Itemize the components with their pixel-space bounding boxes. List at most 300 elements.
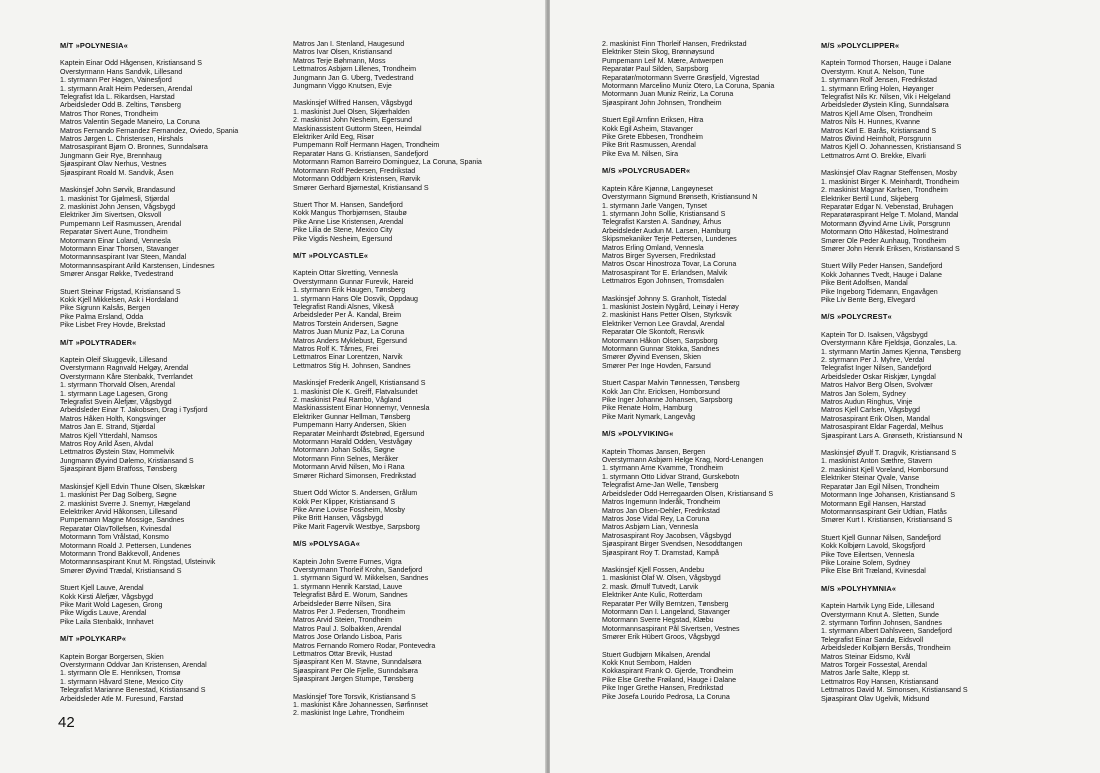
crew-entry: Matros Thor Rones, Trondheim [60,109,159,118]
crew-entry: 1. styrmann Sigurd W. Mikkelsen, Sandnes [293,574,429,583]
crew-entry: 2. maskinist Kjell Voreland, Homborsund [821,465,949,474]
crew-entry: Elektriker Stein Skog, Brønnøysund [602,48,715,57]
crew-entry: Matros Ingemunn Inderåk, Trondheim [602,498,721,507]
crew-group [821,449,1067,525]
crew-entry: Maskinassistent Guttorm Steen, Heimdal [293,124,422,133]
crew-group [602,116,848,158]
crew-entry: Pike Liv Bente Berg, Elvegard [821,295,916,304]
crew-entry: Pike Wigdis Lauve, Arendal [60,609,147,618]
crew-group [60,483,306,575]
crew-entry: Matros Juan Muniz Paz, La Coruna [293,328,405,337]
crew-entry: Lettmatros Einar Lorentzen, Narvik [293,353,403,362]
crew-entry: Telegrafist Bård E. Worum, Sandnes [293,591,408,600]
crew-entry: Overstyrmann Sigmund Brønseth, Kristiansund N [602,193,758,202]
crew-entry: Stuert Thor M. Hansen, Sandefjord [293,200,403,209]
ship-section [821,313,1067,440]
crew-entry: Sjøaspirant Jørgen Stumpe, Tønsberg [293,675,414,684]
crew-entry: Maskinsjef John Sørvik, Brandasund [60,186,176,195]
crew-entry: Pike Lilia de Stene, Mexico City [293,226,393,235]
crew-entry: Motormann Johan Solås, Søgne [293,446,395,455]
crew-entry: Elektriker Vernon Lee Gravdal, Arendal [602,319,725,328]
crew-entry: Jungmann Jan G. Uberg, Tvedestrand [293,73,414,82]
crew-entry: Overstyrmann Asbjørn Helge Krag, Nord-Lenangen [602,456,764,465]
crew-entry: Matros Kjell O. Johannessen, Kristiansand S [821,143,962,152]
crew-entry: Matros Erling Omland, Vennesla [602,243,704,252]
crew-entry: Overstyrmann Gunnar Furevik, Hareid [293,277,414,286]
crew-group [293,379,539,480]
crew-group [60,186,306,278]
crew-entry: Matros Øivind Heimholt, Porsgrunn [821,135,932,144]
crew-entry: Motormann Roald J. Pettersen, Lundenes [60,541,192,550]
crew-entry: 1. styrmann Håvard Stene, Mexico City [60,677,184,686]
crew-entry: 1. styrmann Henrik Karstad, Lauve [293,582,403,591]
crew-entry: Pike Marit Nymark, Langevåg [602,412,696,421]
crew-entry: Kaptein John Sverre Furnes, Vigra [293,557,402,566]
crew-entry: Arbeidsleder Audun M. Larsen, Hamburg [602,226,731,235]
crew-entry: Kokk Mangus Thorbjørnsen, Staubø [293,209,407,218]
crew-entry: Pike Anne Lovise Fossheim, Mosby [293,505,405,514]
crew-entry: Maskinsjef Tore Torsvik, Kristiansand S [293,692,416,701]
crew-entry: Lettmatros Arnt O. Brekke, Elvarli [821,151,926,160]
crew-entry: Kokkaspirant Frank O. Gjerde, Trondheim [602,667,734,676]
crew-entry: Matrosaspirant Roy Jacobsen, Vågsbygd [602,531,732,540]
crew-group [821,169,1067,253]
crew-entry: 1. styrmann Ole E. Henriksen, Tromsø [60,669,181,678]
crew-entry: Matrosaspirant Bjørn O. Bronnes, Sunndalsøra [60,143,208,152]
crew-entry: Arbeidsleder Odd B. Zeltins, Tønsberg [60,101,181,110]
crew-entry: 2. maskinist Finn Thorleif Hansen, Fredrikstad [602,40,747,48]
crew-entry: Pike Brit Rasmussen, Arendal [602,141,696,150]
crew-entry: Maskinsjef Kjell Edvin Thune Olsen, Skælskør [60,482,205,491]
crew-entry: Pumpemann Rolf Hermann Hagen, Trondheim [293,141,440,150]
crew-entry: Motormann Juan Muniz Reiriz, La Coruna [602,90,734,99]
crew-entry: Matros Fernando Romero Rodar, Pontevedra [293,641,436,650]
crew-entry: Kokk Kirsti Ålefjær, Vågsbygd [60,592,154,601]
crew-entry: Telegrafist Inger Nilsen, Sandefjord [821,364,932,373]
crew-entry: Lettmatros Asbjørn Lillenes, Trondheim [293,65,417,74]
crew-entry: Elektriker Steinar Qvale, Vanse [821,474,920,483]
crew-entry: Reparatør OlavTollefsen, Kvinesdal [60,524,172,533]
crew-entry: Pike Loraine Solem, Sydney [821,558,911,567]
crew-entry: Motormann Rolf Pedersen, Fredrikstad [293,166,416,175]
crew-entry: 1. maskinist Anton Sæthre, Stavern [821,457,933,466]
crew-entry: Matros Jan Solem, Sydney [821,389,906,398]
crew-entry: Kokk Knut Sembom, Halden [602,659,692,667]
crew-entry: Arbeidsleder Børre Nilsen, Sira [293,599,391,608]
crew-entry: Matros Fernando Fernandez Fernandez, Oviedo, Spania [60,126,239,135]
crew-entry: Elektriker Bertil Lund, Skjeberg [821,194,919,203]
crew-entry: Elektriker Arild Eeg, Risør [293,133,374,142]
crew-entry: Lettmatros Stig H. Johnsen, Sandnes [293,361,411,370]
crew-entry: Smører Erik Hübert Groos, Vågsbygd [602,633,720,642]
crew-entry: Motormann Einar Loland, Vennesla [60,236,171,245]
crew-entry: 1. styrmann Jarle Vangen, Tynset [602,201,708,210]
crew-entry: Reparatøraspirant Helge T. Moland, Mandal [821,211,959,220]
crew-entry: Matros Steinar Eidsmo, Kvål [821,652,911,661]
crew-entry: 1. styrmann Erik Haugen, Tønsberg [293,286,406,295]
crew-entry: Sjøaspirant Lars A. Grønseth, Kristiansund N [821,431,963,440]
crew-entry: Matros Birger Syversen, Fredrikstad [602,251,716,260]
crew-entry: 2. mask. Ørnulf Tutvedt, Larvik [602,582,699,591]
crew-entry: Kokk Egil Asheim, Stavanger [602,124,694,133]
crew-entry: Pumpemann Magne Mossige, Sandnes [60,516,185,525]
crew-group [821,534,1067,576]
crew-entry: Pike Berit Adolfsen, Mandal [821,279,908,288]
crew-entry: 1. maskinist Kåre Johannessen, Sørfinnset [293,701,428,710]
crew-entry: Matros Karl E. Barås, Kristiansand S [821,126,937,135]
crew-entry: Pike Lisbet Frey Hovde, Brekstad [60,321,166,330]
crew-entry: Pike Anne Lise Kristensen, Arendal [293,217,404,226]
crew-entry: Pike Tove Eilertsen, Vennesla [821,550,915,559]
crew-group [60,288,306,330]
crew-entry: Reparatør Edgar N. Vebenstad, Bruhagen [821,202,954,211]
crew-entry: Pike Ingeborg Tidemann, Engavågen [821,287,938,296]
crew-entry: Kaptein Tormod Thorsen, Hauge i Dalane [821,59,952,68]
column-2 [293,40,539,727]
crew-entry: Motormann Marcelino Muniz Otero, La Coruna, Spania [602,82,775,91]
crew-entry: Matros Ivar Olsen, Kristiansand [293,48,392,57]
crew-entry: Jungmann Øyvind Dølemo, Kristiansand S [60,456,194,465]
crew-entry: Motormann Dan I. Langeland, Stavanger [602,607,731,616]
crew-entry: Pike Josefa Lourido Pedrosa, La Coruna [602,692,730,701]
crew-entry: Smører Gerhard Bjørnestøl, Kristiansand S [293,183,429,192]
crew-entry: Motormann Egil Hansen, Harstad [821,499,926,508]
ship-heading: M/S »POLYCLIPPER« [821,41,900,50]
crew-group [293,40,539,90]
crew-entry: Arbeidsleder Øystein Kling, Sunndalsøra [821,101,949,110]
ship-section [821,585,1067,703]
ship-heading: M/T »POLYNESIA« [60,41,129,50]
crew-entry: Telegrafist Nils Kr. Nilsen, Vik i Helgeland [821,93,951,102]
ship-section [602,430,848,557]
crew-entry: Matros Nils H. Hunnes, Kvanne [821,118,920,127]
crew-entry: Kokk Per Klipper, Kristiansand S [293,497,396,506]
crew-entry: Eelektriker Arvid Håkonsen, Lillesand [60,507,178,516]
crew-entry: Stuert Kjell Gunnar Nilsen, Sandefjord [821,533,941,542]
crew-entry: Kaptein Einar Odd Hågensen, Kristiansand S [60,59,202,68]
crew-group [60,584,306,626]
crew-entry: Kokk Johannes Tvedt, Hauge i Dalane [821,270,942,279]
crew-entry: Arbeidsleder Per Å. Kandal, Breim [293,311,402,320]
crew-entry: Sjøaspirant Roy T. Dramstad, Kampå [602,548,719,557]
ship-heading: M/T »POLYTRADER« [60,337,137,347]
crew-entry: Maskinsjef Kjell Fossen, Andebu [602,565,705,574]
crew-entry: Sjøaspirant Per Ole Fjelle, Sunndalsøra [293,666,418,675]
crew-entry: Pike Vigdis Nesheim, Egersund [293,234,393,243]
crew-entry: Matros Torgeir Fossestøl, Arendal [821,661,927,669]
crew-entry: Smører Per Inge Hovden, Farsund [602,361,711,370]
crew-entry: 1. maskinist Tor Gjølmesli, Stjørdal [60,194,170,203]
crew-entry: Kaptein Hartvik Lyng Eide, Lillesand [821,602,935,611]
crew-entry: Motormann Håkon Olsen, Sarpsborg [602,336,718,345]
crew-entry: Motormann Tom Vrålstad, Konsmo [60,533,169,542]
crew-entry: Matros Jan Olsen-Dehler, Fredrikstad [602,506,720,515]
crew-entry: Kokk Kjell Mikkelsen, Ask i Hordaland [60,295,179,304]
crew-entry: Matros Roy Arild Åsen, Alvdal [60,440,154,449]
crew-entry: Pike Sigrunn Kalsås, Bergen [60,304,151,313]
crew-entry: Matros Rolf K. Tårnes, Frei [293,345,379,353]
crew-entry: Smører Kurt I. Kristiansen, Kristiansand S [821,516,953,525]
crew-group [602,566,848,642]
crew-entry: Matros Jarle Salte, Klepp st. [821,669,910,678]
crew-entry: Smører Richard Simonsen, Fredrikstad [293,471,416,480]
crew-entry: 2. maskinist Magnar Karlsen, Trondheim [821,186,948,195]
ship-heading: M/T »POLYKARP« [60,634,127,644]
crew-entry: Lettmatros David M. Simonsen, Kristiansand S [821,686,968,695]
crew-entry: Motormann Otto Håkestad, Holmestrand [821,228,949,237]
crew-entry: Sjøaspirant Olav Ugelvik, Midsund [821,694,930,703]
crew-entry: Matros Terje Bøhmann, Moss [293,56,386,65]
crew-entry: Motormannsaspirant Ivar Steen, Mandal [60,253,187,262]
ship-heading: M/S »POLYCRUSADER« [602,166,691,176]
crew-entry: Motormann Trond Bakkevoll, Andenes [60,549,180,558]
crew-entry: Overstyrmann Kåre Fjeldsjø, Gonzales, La. [821,339,958,348]
crew-entry: Matros Valentin Segade Maneiro, La Coruna [60,118,200,127]
crew-entry: Overstyrm. Knut A. Nelson, Tune [821,67,925,76]
crew-entry: Maskinsjef Øyulf T. Dragvik, Kristiansand S [821,449,957,458]
crew-entry: Elektriker Jim Sivertsen, Oksvoll [60,211,162,220]
crew-entry: 1. maskinist Juel Olsen, Skjærhalden [293,107,410,116]
crew-entry: Stuert Willy Peder Hansen, Sandefjord [821,262,943,271]
crew-entry: Pumpemann Leif Rasmussen, Arendal [60,219,182,228]
crew-group [602,295,848,371]
crew-entry: Pike Laila Stenbakk, Innhavet [60,617,154,626]
crew-entry: Maskinsjef Johnny S. Granholt, Tistedal [602,294,727,303]
crew-entry: Reparatør Hans G. Kristiansen, Sandefjord [293,149,429,158]
crew-entry: Arbeidsleder Atle M. Furesund, Farstad [60,694,184,703]
crew-entry: Matrosaspirant Erik Olsen, Mandal [821,414,930,423]
crew-entry: Telegrafist Ida L. Rikardsen, Harstad [60,93,175,102]
crew-group [821,262,1067,304]
crew-entry: Matros Jose Orlando Lisboa, Paris [293,633,402,642]
crew-entry: Pike Marit Fagervik Westbye, Sarpsborg [293,522,420,531]
crew-entry: Pike Marit Wold Lagesen, Grong [60,600,163,609]
crew-entry: Kaptein Tor D. Isaksen, Vågsbygd [821,330,928,339]
crew-group [293,99,539,191]
crew-entry: Pumpemann Harry Andersen, Skien [293,421,407,430]
crew-entry: Matros Jose Vidal Rey, La Coruna [602,514,710,523]
crew-entry: Arbeidsleder Einar T. Jakobsen, Drag i Tysfjord [60,406,208,415]
crew-entry: Reparatør Ole Skontoft, Rensvik [602,328,705,337]
crew-entry: 1. styrmann Arne Kvamme, Trondheim [602,464,724,473]
crew-entry: Motormann Øyvind Arne Livik, Porsgrunn [821,219,951,228]
crew-entry: Matros Oscar Hinostroza Tovar, La Coruna [602,260,737,269]
crew-entry: Smører Ole Peder Aunhaug, Trondheim [821,236,946,245]
crew-group [293,693,539,718]
crew-entry: Kaptein Thomas Jansen, Bergen [602,447,706,456]
crew-entry: Motormann Gunnar Stokka, Sandnes [602,345,720,353]
crew-entry: Sjøaspirant Roald M. Sandvik, Åsen [60,168,174,177]
crew-entry: Matrosaspirant Eldar Fagerdal, Melhus [821,423,944,432]
crew-entry: Reparatør/motormann Sverre Grøsfjeld, Vigrestad [602,73,760,82]
crew-group [602,651,848,701]
crew-entry: Smører Ansgar Røkke, Tvedestrand [60,270,174,279]
crew-entry: 1. maskinist Birger K. Meinhardt, Trondheim [821,177,959,186]
crew-entry: Smører Øyvind Evensen, Skien [602,353,701,362]
crew-entry: Matros Arvid Steien, Trondheim [293,616,392,625]
crew-entry: 1. styrmann Martin James Kjenna, Tønsberg [821,347,961,356]
crew-entry: Smører John Henrik Eriksen, Kristiansand S [821,244,960,253]
crew-entry: Reparatør Jan Egil Nilsen, Trondheim [821,482,940,491]
crew-entry: Matros Kjell Ytterdahl, Namsos [60,431,158,440]
crew-group [293,489,539,531]
crew-entry: Matros Jan E. Strand, Stjørdal [60,423,156,432]
crew-entry: Matros Halvor Berg Olsen, Svolvær [821,381,933,390]
crew-entry: Matros Audun Ringhus, Vinje [821,398,913,407]
ship-section [602,167,848,285]
ship-section [60,339,306,474]
ship-heading: M/S »POLYSAGA« [293,539,361,549]
ship-heading: M/S »POLYHYMNIA« [821,583,897,593]
crew-entry: Matros Asbjørn Lian, Vennesla [602,523,699,532]
crew-entry: 1. styrmann Erling Holen, Høyanger [821,84,934,93]
crew-entry: Maskinsjef Frederik Angell, Kristiansand S [293,379,426,388]
crew-entry: Motormann Arvid Nilsen, Mo i Rana [293,463,405,472]
column-1 [60,40,306,712]
crew-entry: Telegrafist Randi Alsnes, Vikeså [293,302,394,311]
crew-entry: Pike Renate Holm, Hamburg [602,404,693,413]
crew-entry: Matros Torstein Andersen, Søgne [293,319,399,328]
crew-entry: 1. maskinist Jostein Nygård, Leinøy i Herøy [602,302,739,311]
crew-entry: Reparatør Per Willy Berntzen, Tønsberg [602,599,729,608]
ship-heading: M/T »POLYCASTLE« [293,250,369,260]
crew-entry: Motormann Einar Thorsen, Stavanger [60,244,179,253]
crew-entry: Matros Per J. Pedersen, Trondheim [293,607,405,616]
crew-entry: 1. maskinist Ole K. Greiff, Flatvalsundet [293,387,418,396]
crew-entry: Kaptein Borgar Borgersen, Skien [60,652,164,661]
crew-entry: 2. maskinist Inge Løhre, Trondheim [293,709,405,718]
crew-entry: 1. styrmann Albert Dahlsveen, Sandefjord [821,627,952,636]
page-number: 42 [58,714,75,731]
crew-entry: Lettmatros Øystein Stav, Hommelvik [60,448,175,457]
ship-section [60,635,306,703]
crew-entry: Overstyrmann Oddvar Jan Kristensen, Arendal [60,661,207,669]
crew-entry: Telegrafist Einar Sandø, Eidsvoll [821,635,924,644]
crew-entry: Motormann Finn Selnes, Meråker [293,454,399,463]
ship-section [60,42,306,177]
crew-entry: 1. styrmann John Sollie, Kristiansand S [602,209,726,218]
crew-entry: Overstyrmann Hans Sandvik, Lillesand [60,67,183,76]
crew-entry: Sjøaspirant John Johnsen, Trondheim [602,98,722,107]
crew-entry: Pike Britt Hansen, Vågsbygd [293,514,384,523]
ship-heading: M/S »POLYVIKING« [602,429,674,439]
crew-entry: 1. maskinist Olaf W. Olsen, Vågsbygd [602,574,721,583]
crew-entry: 2. styrmann Per J. Myhre, Verdal [821,356,925,364]
crew-entry: Jungmann Viggo Knutsen, Evje [293,82,392,91]
crew-entry: Matros Kjell Arne Olsen, Trondheim [821,109,933,118]
crew-entry: Kaptein Ottar Skretting, Vennesla [293,269,398,278]
crew-entry: Arbeidsleder Oskar Riskjær, Lyngdal [821,372,936,381]
crew-entry: Pumpemann Leif M. Mære, Antwerpen [602,56,724,65]
crew-entry: Elektriker Ante Kulic, Rotterdam [602,591,703,600]
crew-entry: Stuert Steinar Frigstad, Kristiansand S [60,287,181,296]
crew-entry: 2. maskinist Hans Petter Olsen, Styrksvik [602,311,732,320]
crew-entry: 2. maskinist John Jensen, Vågsbygd [60,202,176,211]
crew-entry: Elektriker Gunnar Hellman, Tønsberg [293,412,411,421]
crew-entry: Matros Håken Holth, Kongsvinger [60,414,167,423]
crew-entry: Telegrafist Arne-Jan Welle, Tønsberg [602,481,719,490]
crew-entry: 1. styrmann Otto Lidvar Strand, Gurskebotn [602,472,740,481]
crew-entry: Kaptein Oleif Skuggevik, Lillesand [60,356,168,364]
crew-entry: Motormann Harald Odden, Vestvågøy [293,438,413,447]
crew-entry: Kokk Kolbjørn Lavold, Skogsfjord [821,542,926,551]
crew-entry: Overstyrmann Knut A. Sletten, Sunde [821,610,939,619]
crew-entry: Motormann Inge Johansen, Kristiansand S [821,491,956,500]
crew-entry: Matros Jørgen L. Christensen, Hirshals [60,135,184,144]
crew-entry: Telegrafist Svein Ålefjær, Vågsbygd [60,398,172,407]
crew-entry: 1. maskinist Per Dag Solberg, Søgne [60,491,177,500]
crew-entry: 1. styrmann Rolf Jensen, Fredrikstad [821,76,937,85]
ship-section [821,42,1067,160]
crew-entry: Matros Paul J. Solbakken, Arendal [293,624,402,633]
crew-entry: 1. styrmann Thorvald Olsen, Arendal [60,381,176,390]
crew-entry: Motormannsaspirant Knut M. Ringstad, Ulsteinvik [60,558,216,567]
column-4 [821,40,1067,712]
left-page [0,0,547,773]
crew-entry: Maskinassistent Einar Honnemyr, Vennesla [293,404,430,413]
crew-entry: Stuert Kjell Lauve, Arendal [60,584,144,593]
crew-group [602,379,848,421]
crew-entry: Lettmatros Roy Hansen, Kristiansand [821,677,939,686]
column-3 [602,40,848,710]
crew-entry: Stuert Gudbjørn Mikalsen, Arendal [602,650,711,659]
ship-section [293,540,539,684]
crew-entry: Reparatør Paul Silden, Sarpsborg [602,65,709,74]
crew-entry: Sjøaspirant Ken M. Stavne, Sunndalsøra [293,658,422,667]
crew-entry: Stuert Odd Wictor S. Andersen, Grålum [293,489,418,498]
crew-entry: Motormann Ramon Barreiro Dominguez, La Coruna, Spania [293,158,482,167]
crew-entry: Overstyrmann Ragnvald Helgøy, Arendal [60,364,189,373]
crew-entry: Pike Else Grethe Frøiland, Hauge i Dalane [602,675,737,684]
crew-entry: Reparatør Sivert Aune, Trondheim [60,228,168,237]
crew-entry: Jungmann Geir Rye, Brennhaug [60,151,162,160]
crew-group [293,201,539,243]
crew-entry: Overstyrmann Thorleif Krohn, Sandefjord [293,565,423,574]
crew-entry: Pike Eva M. Nilsen, Sira [602,149,679,158]
crew-entry: Motormannsaspirant Arild Karstensen, Lindesnes [60,261,215,270]
crew-entry: Kaptein Kåre Kjønnø, Langøyneset [602,184,713,193]
crew-entry: Motormannsaspirant Geir Udtian, Flatås [821,507,947,516]
crew-entry: Overstyrmann Kåre Stenbakk, Tverrlandet [60,372,193,381]
crew-entry: Maskinsjef Wilfred Hansen, Vågsbygd [293,99,413,108]
crew-entry: Smører Øyvind Trædal, Kristiansand S [60,566,182,575]
crew-entry: Arbeidsleder Odd Herregaarden Olsen, Kristiansand S [602,489,774,498]
crew-entry: Stuert Caspar Malvin Tønnessen, Tønsberg [602,379,740,388]
right-page [550,0,1100,773]
crew-entry: Lettmatros Egon Johnsen, Tromsdalen [602,277,724,286]
crew-entry: Sjøaspirant Bjørn Bratfoss, Tønsberg [60,465,177,474]
crew-entry: Arbeidsleder Kolbjørn Bersås, Trondheim [821,644,951,653]
crew-entry: Lettmatros Ottar Brevik, Hustad [293,650,393,658]
crew-entry: Reparatør Meinhardt Østebrød, Egersund [293,429,425,438]
crew-entry: Pike Grete Ebbesen, Trondheim [602,133,703,142]
crew-entry: Maskinsjef Olav Ragnar Steffensen, Mosby [821,169,957,178]
crew-entry: Motormann Sverre Hegstad, Klæbu [602,616,714,625]
crew-entry: 1. styrmann Hans Ole Dosvik, Oppdaug [293,294,418,303]
ship-section [293,252,539,370]
ship-heading: M/S »POLYCREST« [821,312,892,322]
crew-entry: Pike Palma Ersland, Odda [60,312,144,321]
crew-entry: Pike Inger Grethe Hansen, Fredrikstad [602,684,724,693]
crew-entry: Kokk Jan Chr. Ericksen, Homborsund [602,387,720,396]
crew-entry: Motormannsaspirant Pål Sivertsen, Vestnes [602,624,740,633]
crew-entry: Matros Jan I. Stenland, Haugesund [293,40,405,48]
crew-entry: 1. styrmann Aralt Heim Pedersen, Arendal [60,84,193,93]
crew-entry: Skipsmekaniker Terje Pettersen, Lundenes [602,235,737,244]
crew-entry: Telegrafist Marianne Benestad, Kristiansand S [60,686,206,695]
crew-entry: Sjøaspirant Olav Nerhus, Vestnes [60,160,167,169]
crew-entry: Pike Else Brit Træland, Kvinesdal [821,567,926,576]
